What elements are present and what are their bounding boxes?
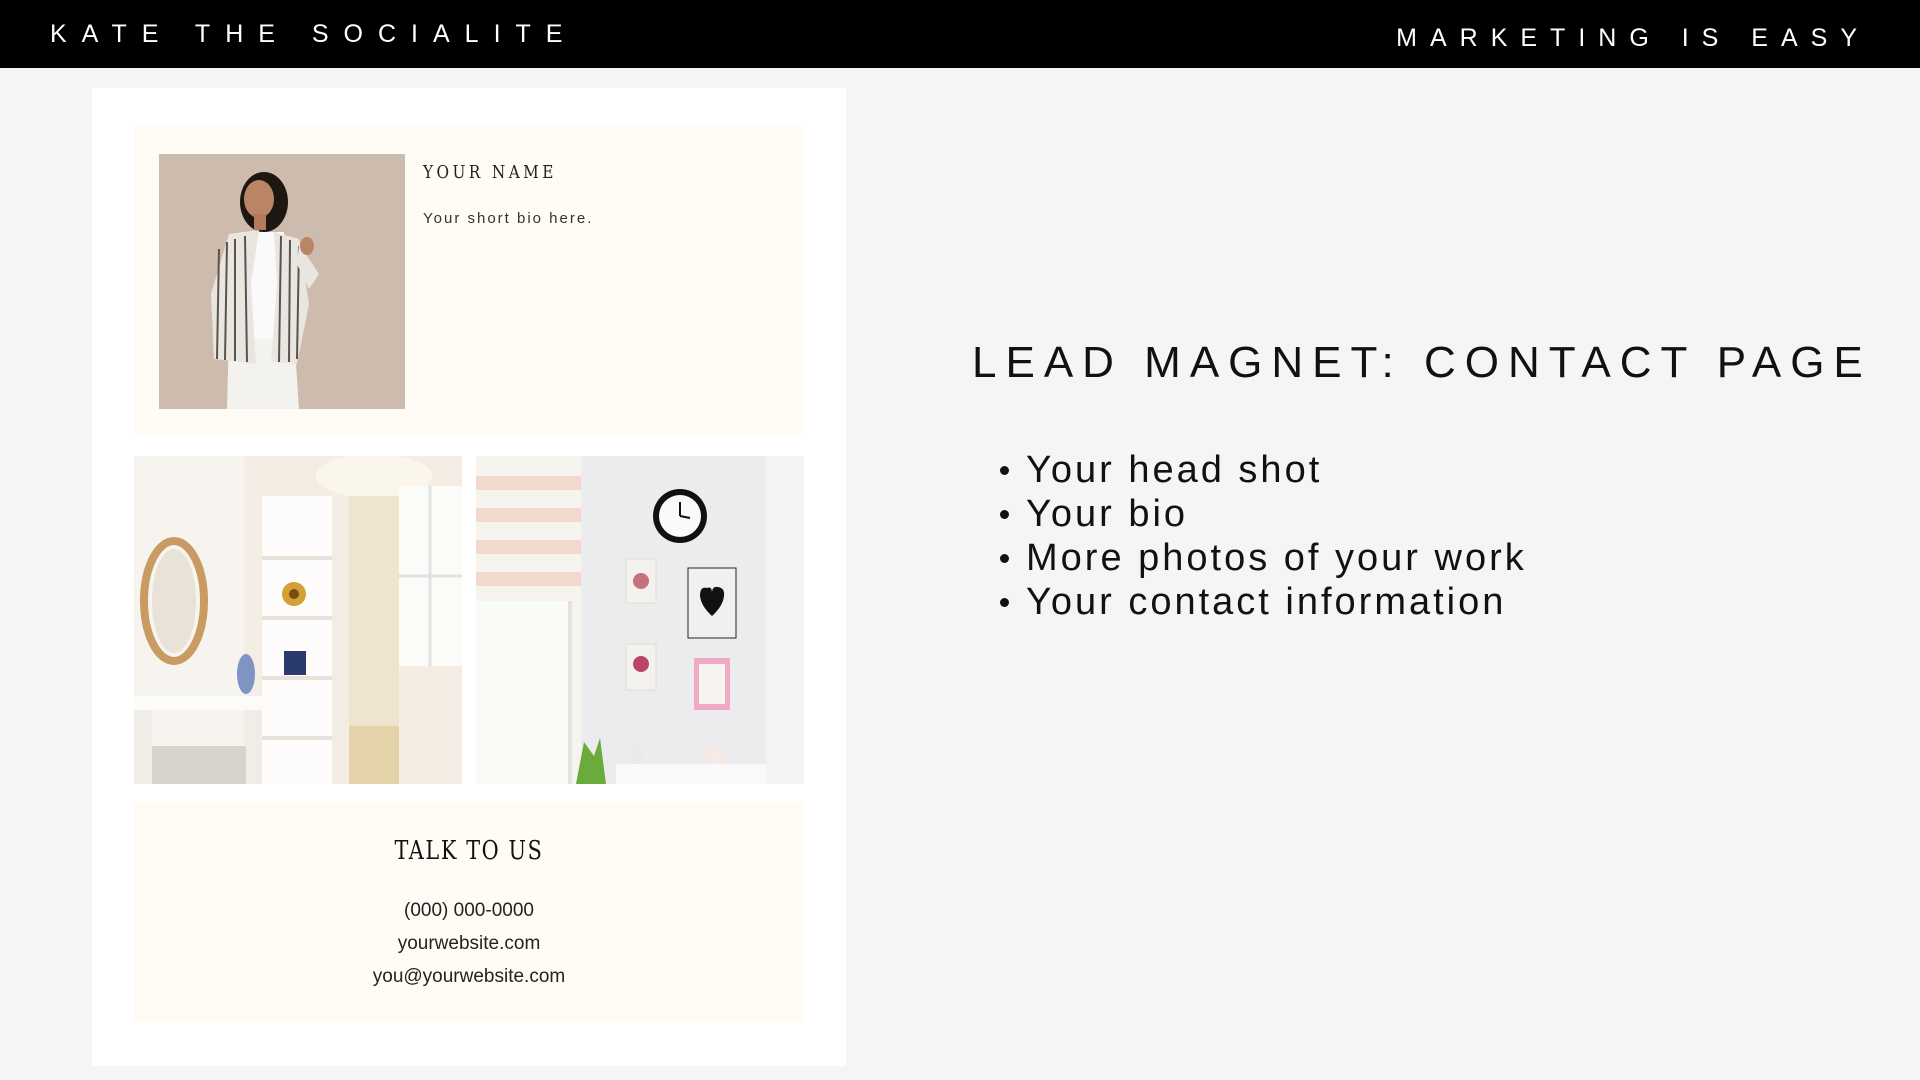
list-item: Your bio xyxy=(1000,492,1527,536)
headshot-photo xyxy=(159,154,405,409)
feature-list xyxy=(1000,448,1527,624)
contact-website: yourwebsite.com xyxy=(397,933,541,954)
bullet-icon xyxy=(1000,510,1009,519)
contact-page-mockup xyxy=(92,88,846,1066)
page-title: LEAD MAGNET: CONTACT PAGE xyxy=(972,338,1872,387)
brand-name: KATE THE SOCIALITE xyxy=(50,20,578,48)
top-bar xyxy=(0,0,1920,68)
profile-block xyxy=(134,126,804,436)
list-item: Your head shot xyxy=(1000,448,1527,492)
contact-title: TALK TO US xyxy=(394,836,544,866)
contact-block xyxy=(134,802,804,1022)
list-item: More photos of your work xyxy=(1000,536,1527,580)
work-photo-wall xyxy=(476,456,804,784)
bullet-icon xyxy=(1000,466,1009,475)
profile-bio: Your short bio here. xyxy=(423,210,594,227)
contact-email: you@yourwebsite.com xyxy=(372,966,566,987)
tagline: MARKETING IS EASY xyxy=(1396,24,1870,52)
bullet-icon xyxy=(1000,554,1009,563)
work-photo-interior xyxy=(134,456,462,784)
bullet-icon xyxy=(1000,598,1009,607)
list-item: Your contact information xyxy=(1000,580,1527,624)
contact-phone: (000) 000-0000 xyxy=(404,900,534,921)
profile-name: YOUR NAME xyxy=(423,162,557,183)
